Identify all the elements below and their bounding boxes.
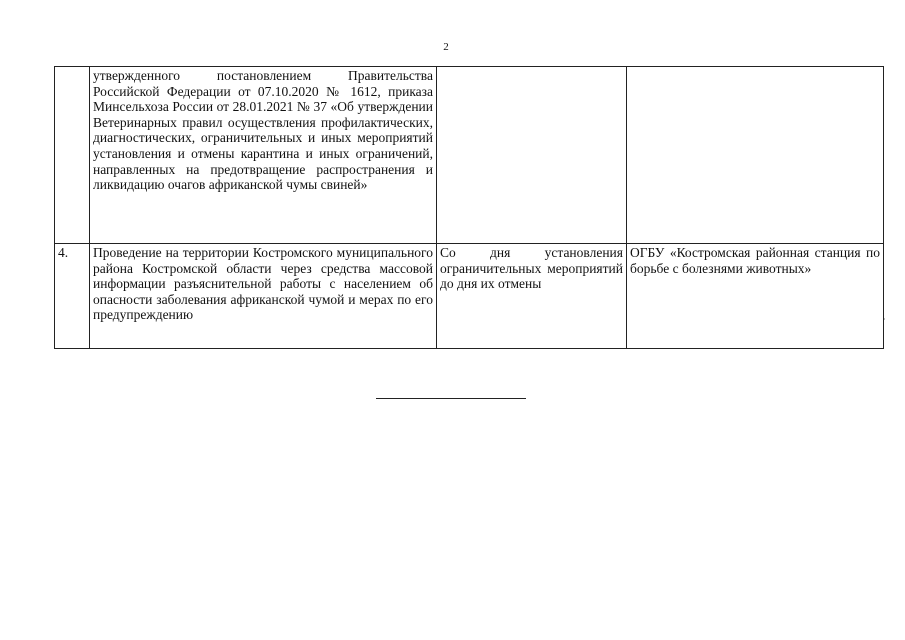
page-number: 2: [443, 41, 449, 53]
responsible-cell: [627, 67, 884, 244]
row-number-cell: [55, 67, 90, 244]
table-row: [55, 67, 884, 244]
action-cell: Проведение на территории Костромского муниципального района Костромской области через средства массовой информации разъяснительной работы с населением об опасности заболевания африканской чумой и мерах по его предупреждению: [90, 244, 437, 349]
term-cell: Со дня установления ограничительных мероприятий до дня их отмены: [437, 244, 627, 349]
row-number-cell: [55, 244, 90, 349]
table-row: [55, 244, 884, 349]
term-cell: [437, 67, 627, 244]
scan-speck: [884, 318, 885, 320]
row-number: 4.: [58, 245, 69, 260]
end-of-document-rule: [376, 398, 526, 399]
responsible-cell: ОГБУ «Костромская районная станция по борьбе с болезнями животных»: [627, 244, 884, 349]
action-cell: утвержденного постановлением Правительства Российской Федерации от 07.10.2020 № 1612, приказа Минсельхоза России от 28.01.2021 № 37 «Об утверждении Ветеринарных правил осуществления профилактических, диагностических, ограничительных и иных мероприятий установления и отмены карантина и иных ограничений, направленных на предотвращение распространения и ликвидацию очагов африканской чумы свиней»: [90, 67, 437, 244]
measures-table: [54, 66, 884, 349]
